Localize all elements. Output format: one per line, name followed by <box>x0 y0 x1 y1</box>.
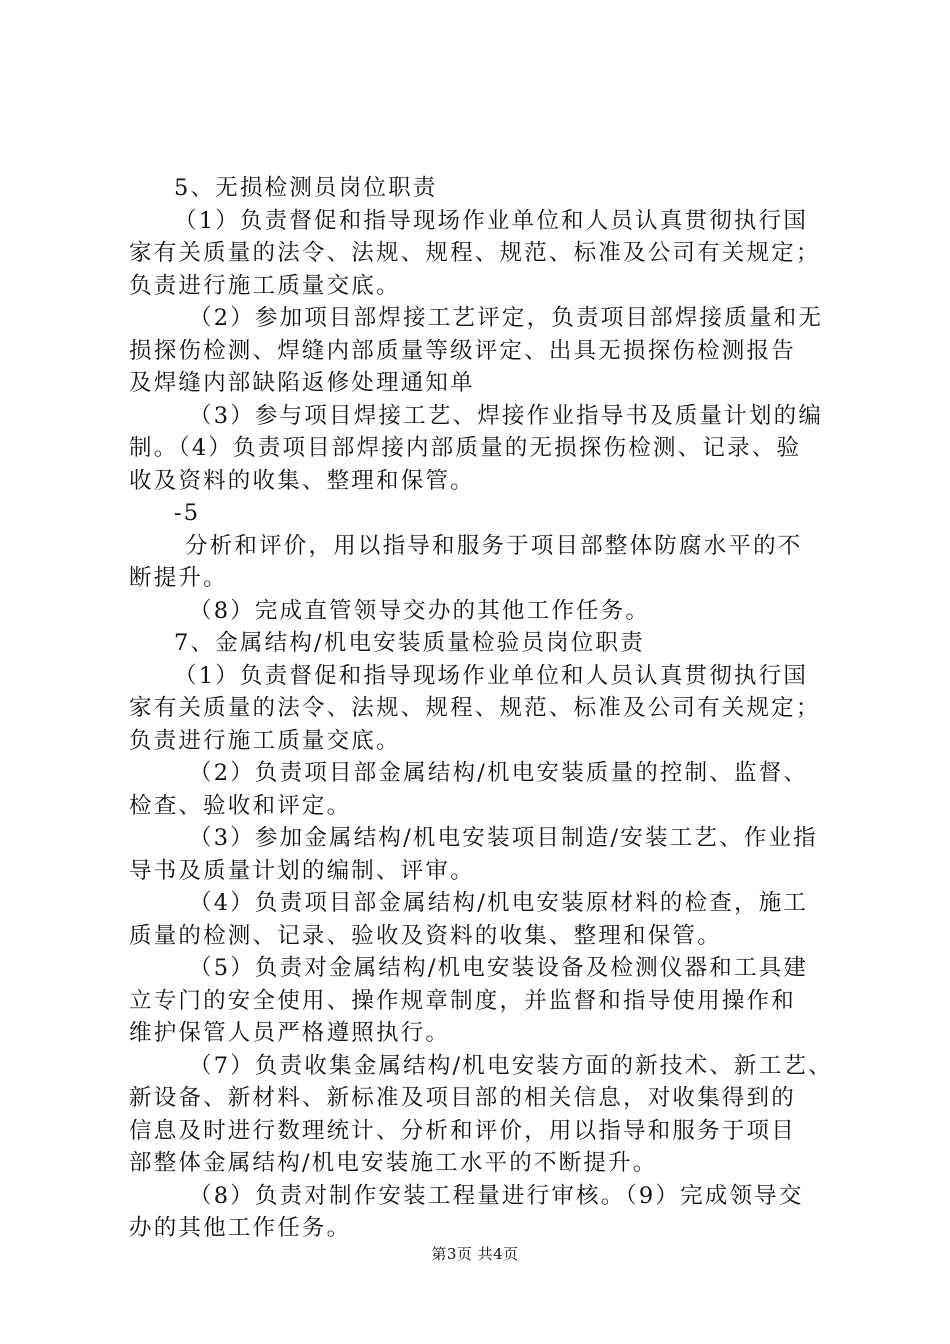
paragraph-line: （8）负责对制作安装工程量进行审核。（9）完成领导交 <box>189 1182 804 1209</box>
paragraph-line: （5）负责对金属结构/机电安装设备及检测仪器和工具建 <box>189 955 809 981</box>
paragraph-line: （8）完成直管领导交办的其他工作任务。 <box>189 597 651 624</box>
paragraph-line: 检查、验收和评定。 <box>129 792 352 819</box>
paragraph-line: 部整体金属结构/机电安装施工水平的不断提升。 <box>129 1150 658 1176</box>
paragraph-line: （1）负责督促和指导现场作业单位和人员认真贯彻执行国 <box>174 662 809 689</box>
paragraph-line: 制。（4）负责项目部焊接内部质量的无损探伤检测、记录、验 <box>129 435 802 461</box>
paragraph-line: （2）负责项目部金属结构/机电安装质量的控制、监督、 <box>189 760 809 786</box>
paragraph-line: （3）参与项目焊接工艺、焊接作业指导书及质量计划的编 <box>189 402 824 429</box>
paragraph-line: 维护保管人员严格遵照执行。 <box>129 1020 451 1046</box>
section-heading: 7、金属结构/机电安装质量检验员岗位职责 <box>174 630 645 656</box>
paragraph-line: 负责进行施工质量交底。 <box>129 272 401 299</box>
paragraph-line: 信息及时进行数理统计、分析和评价，用以指导和服务于项目 <box>129 1117 796 1144</box>
paragraph-line: （4）负责项目部金属结构/机电安装原材料的检查，施工 <box>189 890 809 916</box>
page-break-marker: -5 <box>174 500 201 526</box>
paragraph-line: 立专门的安全使用、操作规章制度，并监督和指导使用操作和 <box>129 987 796 1014</box>
paragraph-line: 分析和评价，用以指导和服务于项目部整体防腐水平的不 <box>185 532 803 559</box>
paragraph-line: 家有关质量的法令、法规、规程、规范、标准及公司有关规定； <box>129 695 821 721</box>
paragraph-line: 损探伤检测、焊缝内部质量等级评定、出具无损探伤检测报告 <box>129 337 796 364</box>
paragraph-line: 质量的检测、记录、验收及资料的收集、整理和保管。 <box>129 922 722 949</box>
paragraph-line: 断提升。 <box>129 565 228 591</box>
paragraph-line: 导书及质量计划的编制、评审。 <box>129 857 475 884</box>
paragraph-line: （3）参加金属结构/机电安装项目制造/安装工艺、作业指 <box>189 825 818 851</box>
paragraph-line: 收及资料的收集、整理和保管。 <box>129 467 475 494</box>
paragraph-line: （2）参加项目部焊接工艺评定，负责项目部焊接质量和无 <box>189 305 824 331</box>
paragraph-line: （7）负责收集金属结构/机电安装方面的新技术、新工艺、 <box>189 1052 833 1079</box>
paragraph-line: 办的其他工作任务。 <box>129 1215 352 1241</box>
paragraph-line: 及焊缝内部缺陷返修处理通知单 <box>129 370 475 396</box>
section-heading: 5、无损检测员岗位职责 <box>174 175 438 201</box>
paragraph-line: 新设备、新材料、新标准及项目部的相关信息，对收集得到的 <box>129 1085 796 1111</box>
page-number-footer: 第3页 共4页 <box>431 1245 519 1263</box>
document-body <box>129 172 834 1245</box>
paragraph-line: （1）负责督促和指导现场作业单位和人员认真贯彻执行国 <box>174 207 809 234</box>
paragraph-line: 家有关质量的法令、法规、规程、规范、标准及公司有关规定； <box>129 240 821 266</box>
paragraph-line: 负责进行施工质量交底。 <box>129 727 401 754</box>
